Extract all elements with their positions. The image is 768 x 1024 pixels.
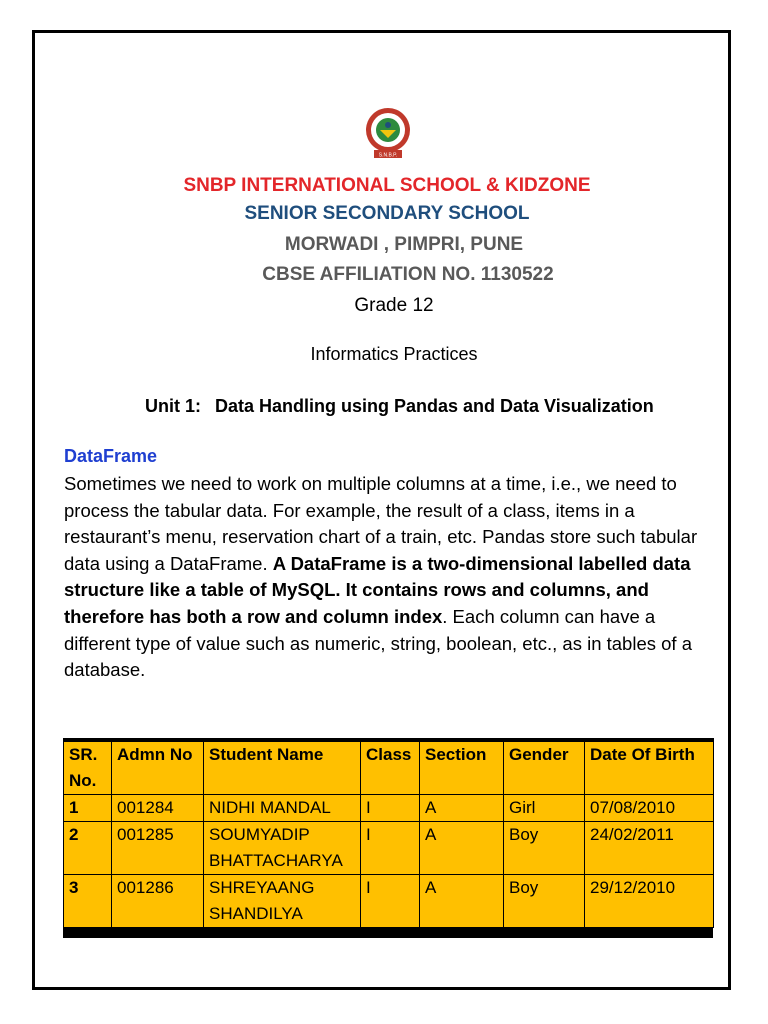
header-cell: Class [361, 740, 420, 795]
table-cell: 29/12/2010 [585, 875, 714, 928]
table-row [64, 795, 714, 822]
table-cell: 07/08/2010 [585, 795, 714, 822]
table-cell: A [420, 875, 504, 928]
student-table-container [63, 738, 713, 938]
table-cell: A [420, 822, 504, 875]
table-cell: 24/02/2011 [585, 822, 714, 875]
table-cell: I [361, 795, 420, 822]
table-cell: 2 [64, 822, 112, 875]
paragraph-text-2: . Each column can have a different type of value such as numeric, string, boolean, etc., as in tables of a database. [64, 605, 692, 681]
table-cell: I [361, 875, 420, 928]
school-type: SENIOR SECONDARY SCHOOL [244, 203, 530, 224]
table-cell: SOUMYADIP BHATTACHARYA [204, 822, 361, 875]
header-cell: Gender [504, 740, 585, 795]
table-cell: 001286 [112, 875, 204, 928]
school-address: MORWADI , PIMPRI, PUNE [284, 234, 524, 255]
unit-title: Data Handling using Pandas and Data Visualization [215, 396, 654, 416]
school-logo [360, 104, 416, 160]
subject: Informatics Practices [310, 344, 478, 364]
table-header-row [64, 740, 714, 795]
student-table [63, 738, 714, 928]
table-row [64, 875, 714, 928]
logo-text: S.N.B.P. [378, 152, 398, 159]
table-cell: 3 [64, 875, 112, 928]
header-cell: Student Name [204, 740, 361, 795]
table-cell: Boy [504, 822, 585, 875]
header-cell: Admn No [112, 740, 204, 795]
table-cell: 001284 [112, 795, 204, 822]
header-cell: SR. No. [64, 740, 112, 795]
table-cell: SHREYAANG SHANDILYA [204, 875, 361, 928]
paragraph-bold-definition: A DataFrame is a two-dimensional labelled data structure like a table of MySQL. It contains rows and columns, and therefore has both a row and column index [64, 552, 691, 627]
section-title: DataFrame [64, 446, 158, 466]
unit-number: Unit 1: [145, 396, 201, 416]
header-cell: Date Of Birth [585, 740, 714, 795]
grade: Grade 12 [354, 295, 434, 316]
table-cell: 001285 [112, 822, 204, 875]
school-name: SNBP INTERNATIONAL SCHOOL & KIDZONE [183, 175, 591, 196]
table-cell: 1 [64, 795, 112, 822]
section-paragraph [64, 471, 720, 684]
table-cell: I [361, 822, 420, 875]
header-cell: Section [420, 740, 504, 795]
table-cell: Girl [504, 795, 585, 822]
affiliation-number: CBSE AFFILIATION NO. 1130522 [262, 264, 554, 285]
paragraph-text-1: Sometimes we need to work on multiple columns at a time, i.e., we need to process the tabular data. For example, the result of a class, items in a restaurant’s menu, reservation chart of a train, etc. Pandas store such tabular data using a DataFrame. [64, 473, 698, 574]
table-cell: A [420, 795, 504, 822]
unit-heading [145, 396, 654, 417]
table-row [64, 822, 714, 875]
table-cell: Boy [504, 875, 585, 928]
table-cell: NIDHI MANDAL [204, 795, 361, 822]
table-bottom-bar [63, 928, 713, 938]
